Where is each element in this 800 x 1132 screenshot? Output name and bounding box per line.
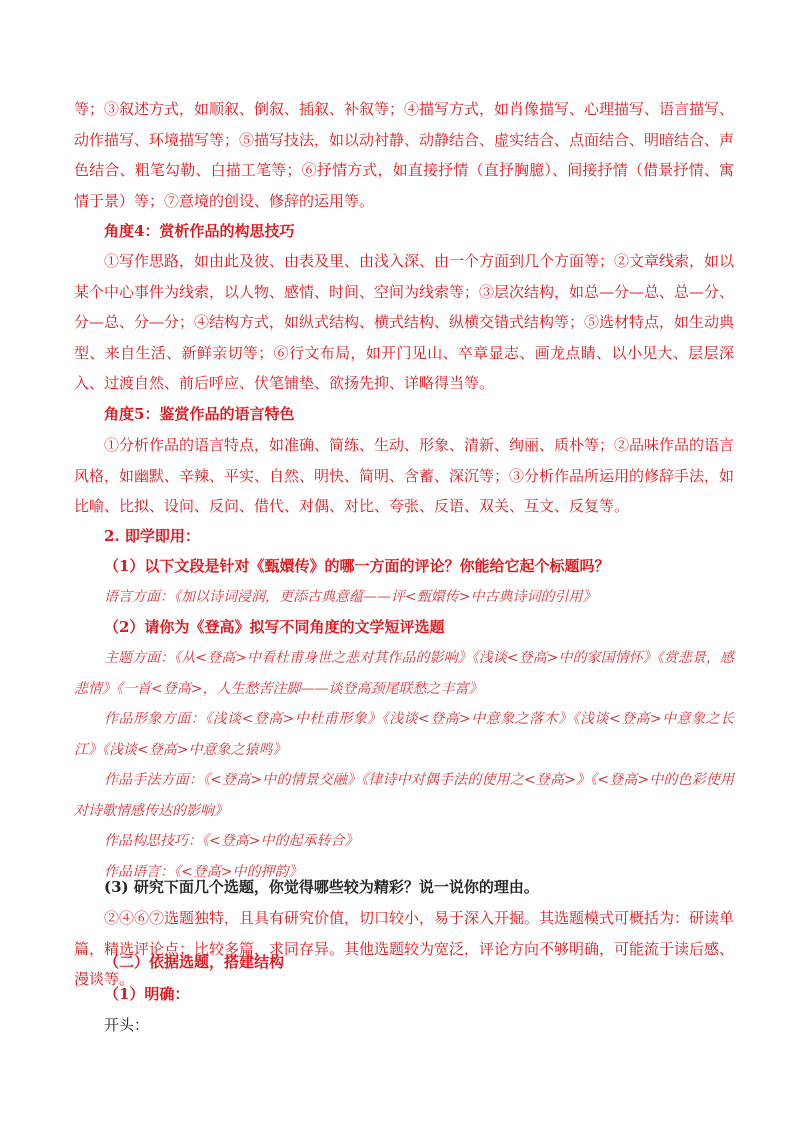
question-1: （1）以下文段是针对《甄嬛传》的哪一方面的评论？你能给它起个标题吗？ [104, 557, 610, 575]
paragraph-language-features: ①分析作品的语言特点，如准确、简练、生动、形象、清新、绚丽、质朴等；②品味作品的语言风格，如幽默、辛辣、平实、自然、明快、简明、含蓄、深沉等；③分析作品所运用的修辞手法，如比喻、比拟、设问、反问、借代、对偶、对比、夸张、反语、双关、互文、反复等。 [74, 436, 735, 515]
question-4: （1）明确： [104, 985, 190, 1003]
question-2: （2）请你为《登高》拟写不同角度的文学短评选题 [104, 618, 445, 636]
section-practice: 2. 即学即用： [104, 527, 200, 545]
answer-technique: 作品手法方面：《<登高>中的情景交融》《律诗中对偶手法的使用之<登高>》《<登高>中的色彩使用对诗歌情感传达的影响》 [74, 772, 734, 819]
answer-theme: 主题方面：《从<登高>中看杜甫身世之悲对其作品的影响》《浅谈<登高>中的家国情怀》《赏悲景，感悲情》《一首<登高>，人生愁苦注脚——谈登高颈尾联愁之丰富》 [74, 650, 734, 697]
question-3: (3) 研究下面几个选题，你觉得哪些较为精彩？说一说你的理由。 [104, 878, 539, 896]
heading-angle-4: 角度4：赏析作品的构思技巧 [104, 222, 295, 240]
answer-conception: 作品构思技巧：《<登高>中的起承转合》 [104, 833, 359, 849]
paragraph-structure-skills: ①写作思路，如由此及彼、由表及里、由浅入深、由一个方面到几个方面等；②文章线索，如以某个中心事件为线索，以人物、感情、时间、空间为线索等；③层次结构，如总—分—总、总—分、分—总、分—分；④结构方式，如纵式结构、横式结构、纵横交错式结构等；⑤选材特点，如生动典型、来自生活、新鲜亲切等；⑥行文布局，如开门见山、卒章显志、画龙点睛、以小见大、层层深入、过渡自然、前后呼应、伏笔铺垫、欲扬先抑、详略得当等。 [74, 252, 735, 392]
answer-image: 作品形象方面：《浅谈<登高>中杜甫形象》《浅谈<登高>中意象之落木》《浅谈<登高>中意象之长江》《浅谈<登高>中意象之猿鸣》 [74, 711, 734, 758]
answer-1: 语言方面：《加以诗词浸润，更添古典意蕴——评<甄嬛传>中古典诗词的引用》 [104, 589, 597, 605]
label-opening: 开头： [104, 1016, 150, 1034]
answer-3: ②④⑥⑦选题独特，且具有研究价值，切口较小，易于深入开掘。其选题模式可概括为：研读单篇，精选评论点；比较多篇，求同存异。其他选题较为宽泛，评论方向不够明确，可能流于读后感、漫谈等。 [74, 909, 735, 988]
paragraph-techniques: 等；③叙述方式，如顺叙、倒叙、插叙、补叙等；④描写方式，如肖像描写、心理描写、语言描写、动作描写、环境描写等；⑤描写技法，如以动衬静、动静结合、虚实结合、点面结合、明暗结合、声色结合、粗笔勾勒、白描工笔等；⑥抒情方式，如直接抒情（直抒胸臆）、间接抒情（借景抒情、寓情于景）等；⑦意境的创设、修辞的运用等。 [74, 100, 735, 210]
answer-language: 作品语言：《<登高>中的押韵》 [104, 864, 303, 880]
section-build-structure: （二）依据选题，搭建结构 [104, 953, 285, 971]
heading-angle-5: 角度5：鉴赏作品的语言特色 [104, 405, 295, 423]
